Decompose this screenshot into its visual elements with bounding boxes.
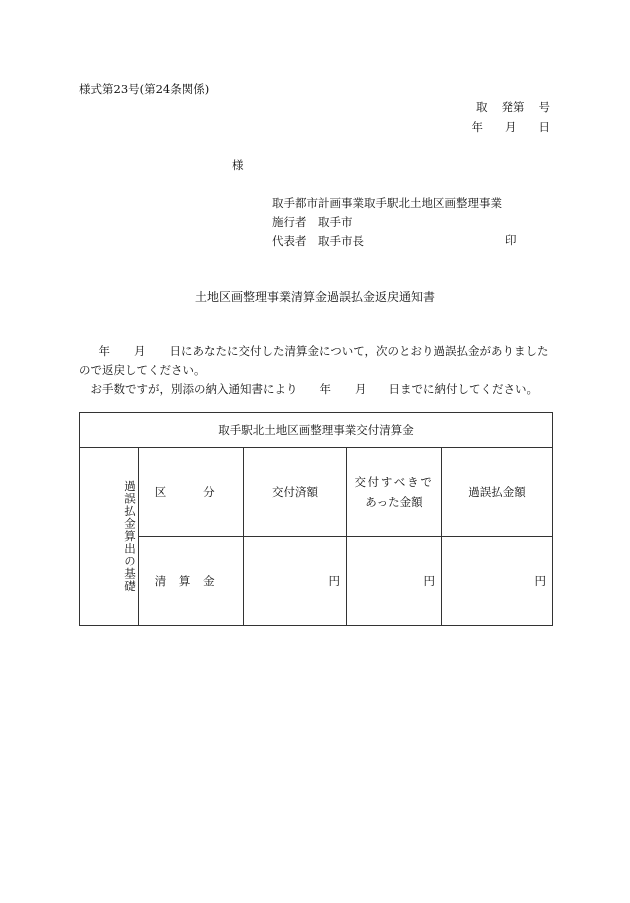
body-p2-year: 年	[319, 382, 331, 396]
body-p2-tail: 日までに納付してください。	[388, 382, 538, 396]
rep-name: 取手市長	[318, 234, 364, 248]
overpaid-amount-cell: 円	[442, 537, 553, 626]
issuer-operator	[272, 213, 502, 232]
header-should-line1: 交付すべきで	[354, 475, 434, 489]
form-number: 様式第23号(第24条関係)	[79, 82, 210, 96]
body-p2-text: お手数ですが，別添の納入通知書により	[90, 382, 298, 396]
ref-part1: 取	[476, 100, 488, 114]
body-p1-month: 月	[134, 344, 146, 358]
seal-mark: 印	[505, 233, 517, 247]
body-p1-text: 日にあなたに交付した清算金について，次のとおり過誤払金がありましたので返戻してください。	[79, 344, 549, 377]
header-overpaid: 過誤払金額	[442, 448, 553, 537]
date-year: 年	[471, 120, 483, 134]
date-month: 月	[505, 120, 517, 134]
settlement-table	[79, 412, 553, 626]
body-paragraph-2	[79, 380, 552, 399]
issue-date	[472, 119, 551, 135]
paid-amount-cell: 円	[244, 537, 347, 626]
header-should	[347, 448, 442, 537]
notice-body	[79, 342, 552, 399]
body-p2-month: 月	[355, 382, 367, 396]
reference-number	[476, 99, 550, 115]
operator-label: 施行者	[272, 215, 307, 229]
header-category: 区 分	[139, 448, 244, 537]
body-paragraph-1	[79, 342, 552, 380]
issuer-block	[272, 194, 502, 251]
operator-name: 取手市	[318, 215, 353, 229]
rep-label: 代表者	[272, 234, 307, 248]
issuer-project: 取手都市計画事業取手駅北土地区画整理事業	[272, 196, 502, 210]
should-amount-cell: 円	[347, 537, 442, 626]
body-p1-year: 年	[98, 344, 110, 358]
issuer-representative	[272, 232, 502, 251]
side-label: 過誤払金算出の基礎	[123, 480, 137, 593]
date-day: 日	[538, 120, 550, 134]
ref-part3: 号	[538, 100, 550, 114]
header-should-line2: あった金額	[365, 495, 423, 509]
table-caption: 取手駅北土地区画整理事業交付清算金	[80, 413, 553, 448]
header-paid: 交付済額	[244, 448, 347, 537]
side-label-cell	[80, 448, 139, 626]
ref-part2: 発第	[501, 100, 525, 114]
document-title: 土地区画整理事業清算金過誤払金返戻通知書	[194, 290, 435, 304]
row-label: 清算金	[139, 537, 244, 626]
recipient-suffix: 様	[232, 158, 244, 172]
